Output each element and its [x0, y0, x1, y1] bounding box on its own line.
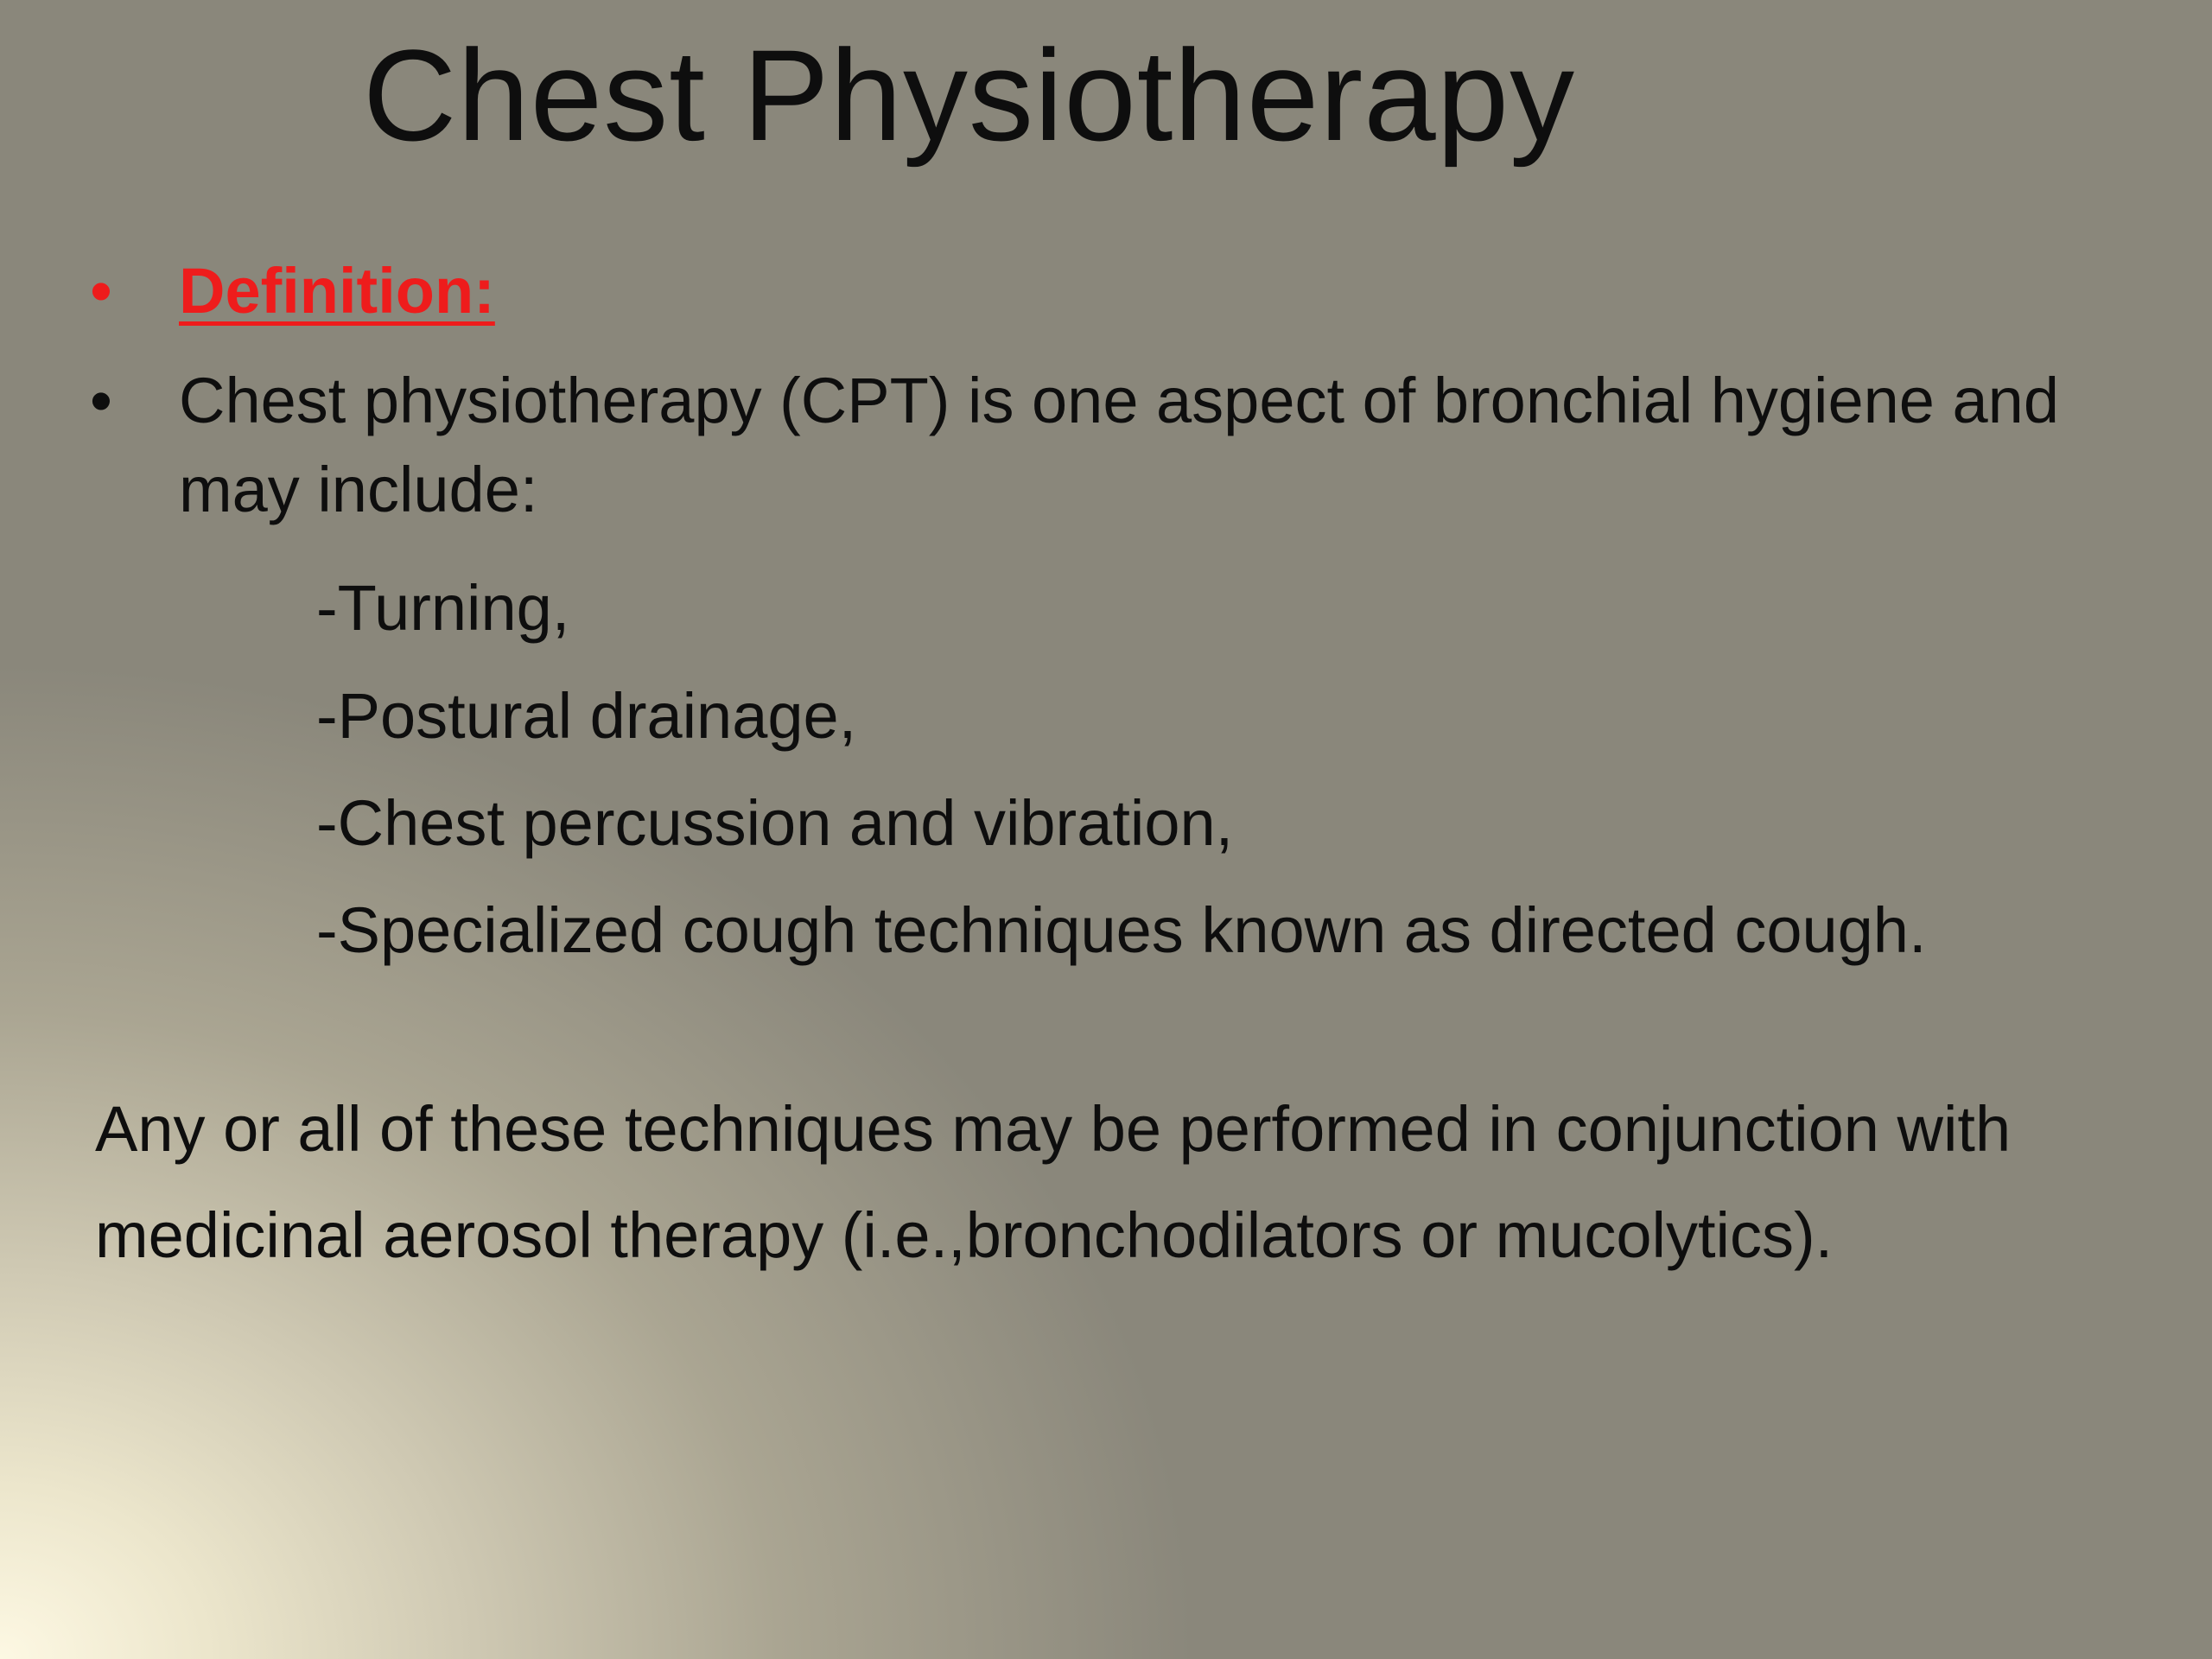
bullet-dot: •	[90, 365, 112, 436]
cpt-definition-line: may include:	[179, 454, 538, 525]
cpt-definition-line: Chest physiotherapy (CPT) is one aspect of bronchial hygiene and	[179, 365, 2059, 436]
technique-item: -Turning,	[316, 572, 570, 644]
bullet-dot: •	[90, 255, 112, 327]
technique-item: -Postural drainage,	[316, 680, 857, 752]
conjunction-paragraph: Any or all of these techniques may be performed in conjunction with medicinal aerosol therapy (i.e.,bronchodilators or mucolytics).	[95, 1093, 2012, 1271]
slide-title: Chest Physiotherapy	[363, 22, 1576, 168]
technique-item: -Chest percussion and vibration,	[316, 787, 1234, 859]
technique-item: -Specialized cough techniques known as directed cough.	[316, 894, 1927, 966]
definition-heading: Definition:	[179, 255, 495, 327]
cpt-definition-text	[179, 356, 2059, 534]
